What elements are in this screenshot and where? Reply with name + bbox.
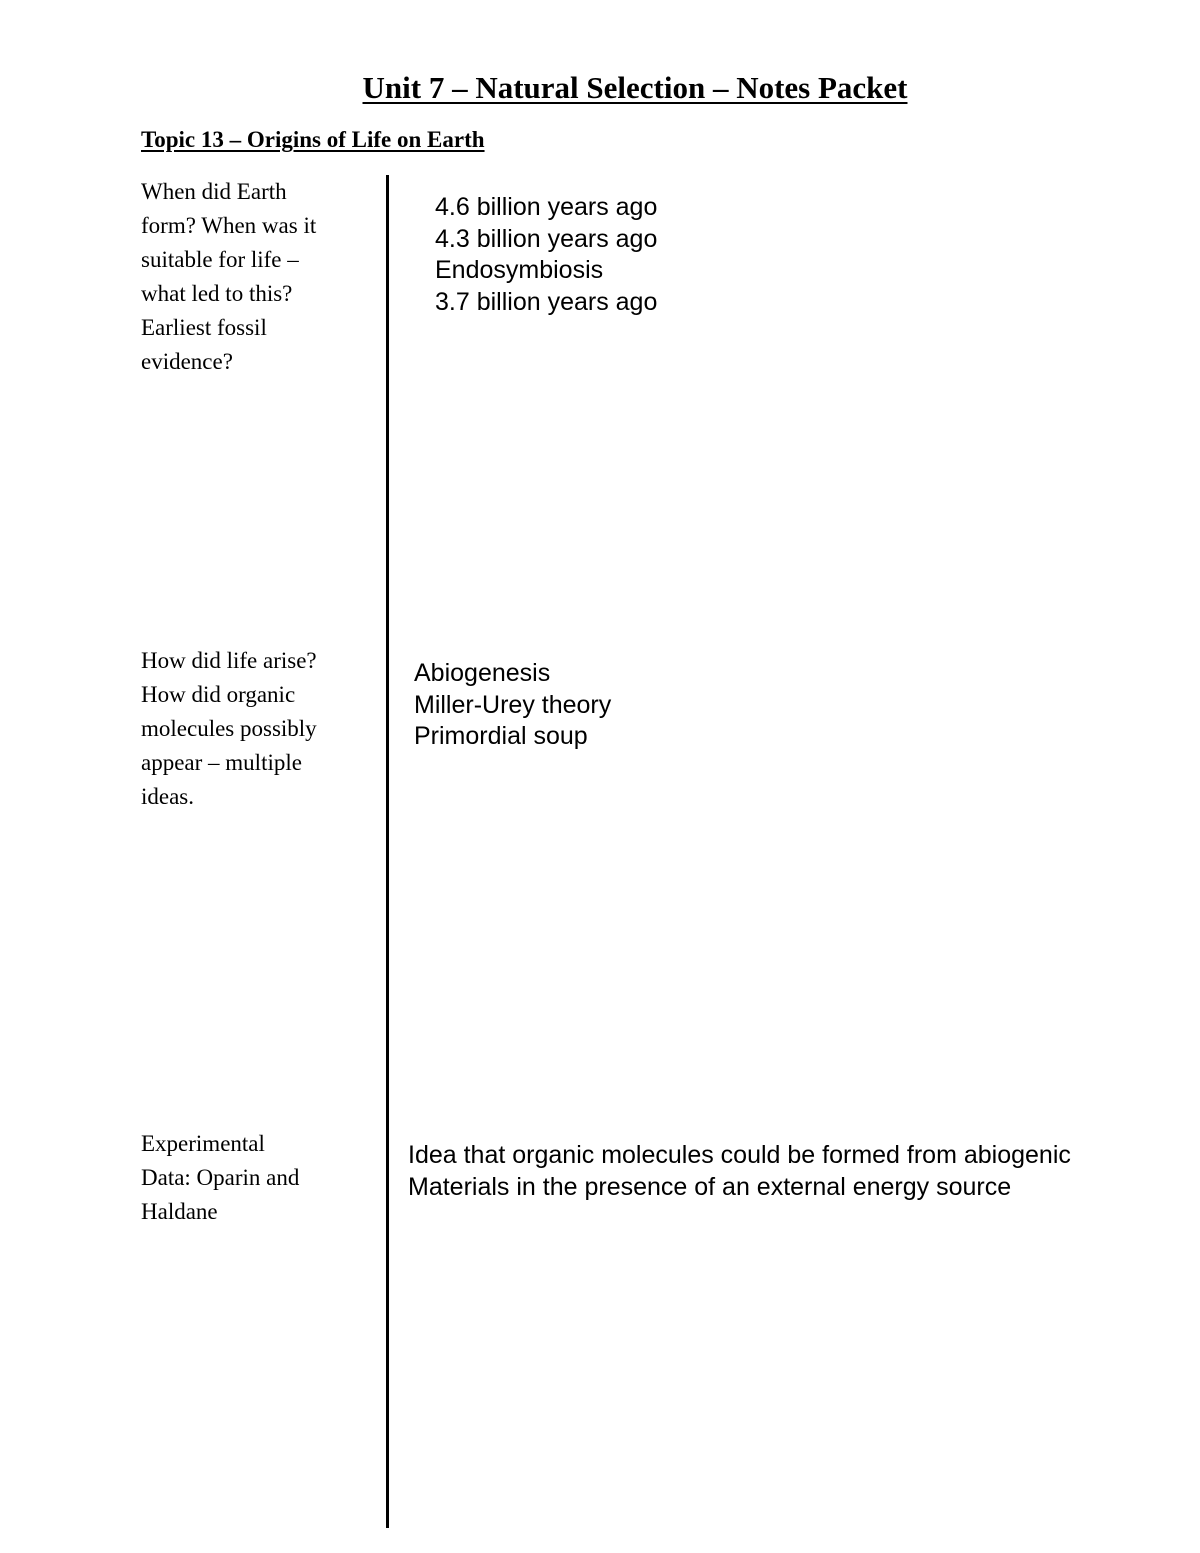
- question-earth-formation: When did Earth form? When was it suitable for life – what led to this? Earliest fossil evidence?: [141, 179, 317, 374]
- answer-line: Idea that organic molecules could be formed from abiogenic: [408, 1141, 1071, 1169]
- answers-earth-formation: [435, 192, 657, 318]
- question-experimental-data: Experimental Data: Oparin and Haldane: [141, 1131, 300, 1224]
- answer-line: 4.6 billion years ago: [435, 193, 658, 221]
- answer-line: Abiogenesis: [414, 659, 551, 687]
- answer-line: Endosymbiosis: [435, 256, 604, 284]
- answer-line: Miller-Urey theory: [414, 690, 612, 719]
- answer-line: 4.3 billion years ago: [435, 224, 658, 253]
- answer-line: Materials in the presence of an external energy source: [408, 1172, 1012, 1201]
- page-title: Unit 7 – Natural Selection – Notes Packet: [362, 70, 908, 105]
- answers-life-arise: [414, 658, 611, 753]
- topic-heading: Topic 13 – Origins of Life on Earth: [141, 127, 485, 152]
- question-life-arise: How did life arise? How did organic molecules possibly appear – multiple ideas.: [141, 648, 317, 809]
- answer-line: Primordial soup: [414, 722, 588, 750]
- answers-experimental-data: [408, 1140, 1071, 1203]
- answer-line: 3.7 billion years ago: [435, 287, 658, 316]
- column-divider: [386, 175, 389, 1528]
